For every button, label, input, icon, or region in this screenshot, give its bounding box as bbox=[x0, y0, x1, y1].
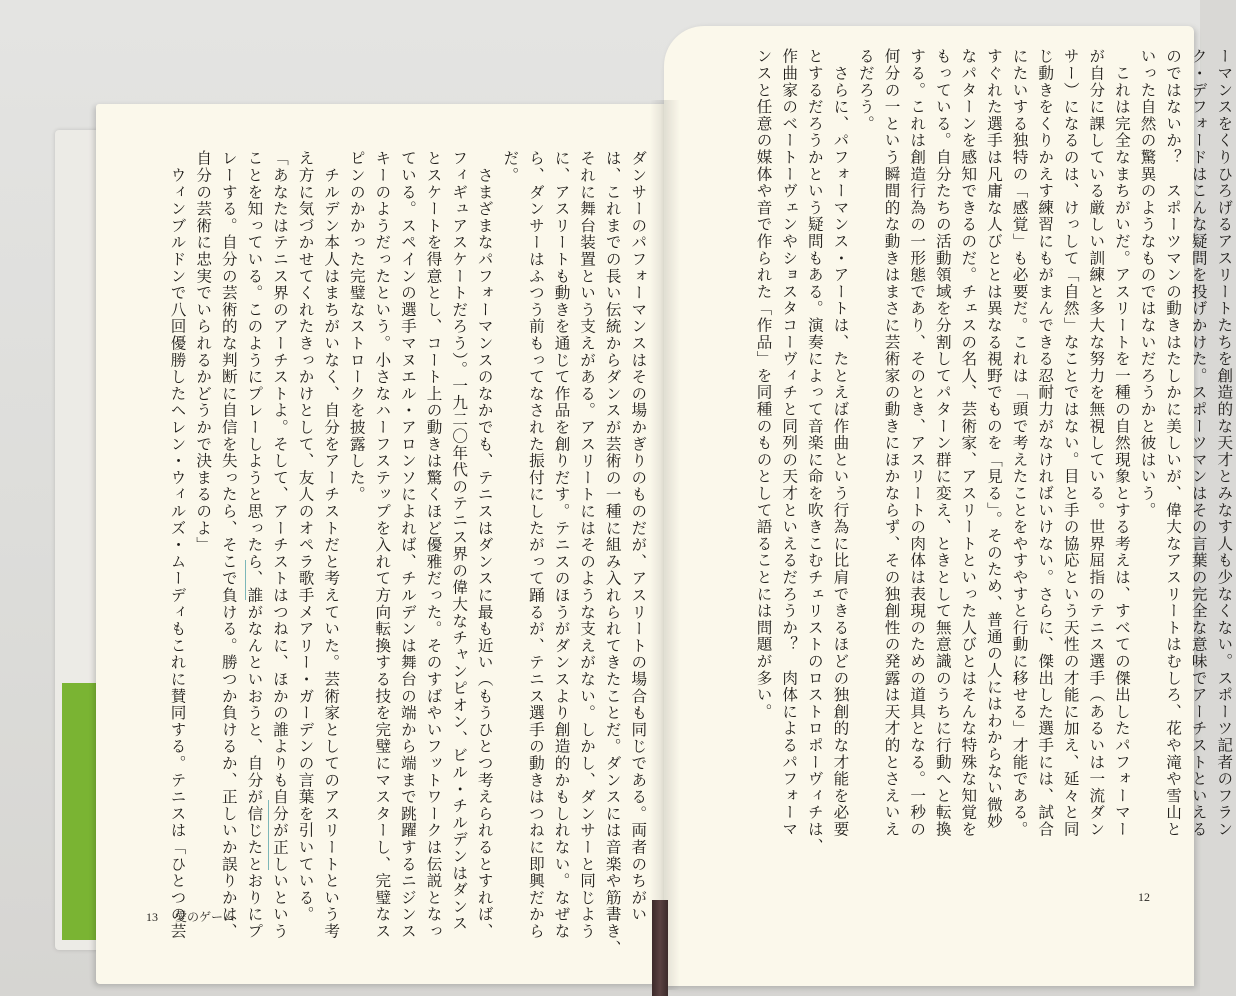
text-line: とスケートを得意とし、コート上の動きは驚くほど優雅だった。そのすばやいフットワークは伝説となっ bbox=[424, 150, 443, 940]
bookmark-ribbon bbox=[652, 900, 668, 996]
text-line: ウィンブルドンで八回優勝したヘレン・ウィルズ・ムーディもこれに賛同する。テニスは「ひとつの芸 bbox=[168, 150, 187, 940]
text-line: 自分の芸術に忠実でいられるかどうかで決まるのよ」 bbox=[194, 150, 213, 554]
text-line: これは完全なまちがいだ。アスリートを一種の自然現象とする考えは、すべての傑出したパフォーマー bbox=[1112, 48, 1131, 838]
text-line: フィギュアスケートだろう）。一九二〇年代のテニス界の偉大なチャンピオン、ビル・チルデンはダンス bbox=[450, 150, 469, 932]
text-line: サー）になるのは、けっして「自然」なことではない。目と手の協応という天性の才能に加え、延々と同 bbox=[1061, 48, 1080, 838]
text-line: いった自然の驚異のようなものではないだろうかと彼はいう。 bbox=[1138, 48, 1157, 519]
text-line: チルデン本人はまちがいなく、自分をアーチストだと考えていた。芸術家としてのアスリートという考 bbox=[322, 150, 341, 940]
right-page-body-text bbox=[750, 48, 1236, 888]
text-line: 何分の一という瞬間的な動きはまさに芸術家の動きにほかならず、その独創性の発露は天才的とさえいえ bbox=[882, 48, 901, 838]
text-line: とするだろうかという疑問もある。演奏によって音楽に命を吹きこむチェリストのロストロポーヴィチは、 bbox=[805, 48, 824, 855]
text-line: え方に気づかせてくれたきっかけとして、友人のオペラ歌手メアリー・ガーデンの言葉を引いている。 bbox=[296, 150, 315, 923]
left-page-footer bbox=[146, 908, 235, 925]
text-line: るだろう。 bbox=[856, 48, 875, 132]
text-line: は、これまでの長い伝統からダンスが芸術の一種に組み入れられてきたことだ。ダンスには音楽や筋書き、 bbox=[603, 150, 622, 957]
text-line: なパターンを感知できるのだ。チェスの名人、芸術家、アスリートといった人びとはそんな特殊な知覚を bbox=[959, 48, 978, 838]
text-line: 作曲家のベートーヴェンやショスタコーヴィチと同列の天才といえるだろうか？ 肉体によるパフォーマ bbox=[780, 48, 799, 838]
text-line: キーのようだったという。小さなハーフステップを入れて方向転換する技を完璧にマスターし、完璧なス bbox=[373, 150, 392, 940]
text-line: ピンのかかった完璧なストロークを披露した。 bbox=[347, 150, 366, 503]
text-line: それに舞台装置という支えがある。アスリートにはそのような支えがない。しかし、ダンサーと同じよう bbox=[578, 150, 597, 940]
running-head: 愛のゲーム bbox=[175, 910, 236, 924]
text-line: ク・デフォードはこんな疑問を投げかけた。スポーツマンはその言葉の完全な意味でアーチストといえる bbox=[1189, 48, 1208, 838]
text-line: ダンサーのパフォーマンスはその場かぎりのものだが、アスリートの場合も同じである。両者のちがい bbox=[629, 150, 648, 923]
text-line: レーする。自分の芸術的な判断に自信を失ったら、そこで負ける。勝つか負けるか、正しいか誤りかは、 bbox=[219, 150, 238, 940]
text-line: 「あなたはテニス界のアーチストよ。そして、アーチストはつねに、ほかの誰よりも自分が正しいという bbox=[270, 150, 289, 940]
text-line: すぐれた選手は凡庸な人びととは異なる視野でものを「見る」。そのため、普通の人にはわからない微妙 bbox=[984, 48, 1003, 830]
cover-green-band bbox=[62, 683, 98, 940]
text-line: ている。スペインの選手マヌエル・アロンソによれば、チルデンは舞台の端から端まで跳躍するニジンス bbox=[398, 150, 417, 940]
text-line: もっている。自分たちの活動領域を分割してパターン群に変え、ときとして無意識のうちに行動へと転換 bbox=[933, 48, 952, 838]
right-page-number: 12 bbox=[1138, 890, 1150, 904]
text-line: だ。 bbox=[501, 150, 520, 184]
text-line: じ動きをくりかえす練習にもがまんできる忍耐力がなければいけない。さらに、傑出した選手には、試合 bbox=[1036, 48, 1055, 838]
text-line: にたいする独特の「感覚」も必要だ。これは「頭で考えたことをやすやすと行動に移せる」才能である。 bbox=[1010, 48, 1029, 838]
text-line: さらに、パフォーマンス・アートは、たとえば作曲という行為に比肩できるほどの独創的な才能を必要 bbox=[831, 48, 850, 838]
pen-underline-mark bbox=[268, 800, 269, 870]
text-line: する。これは創造行為の一形態であり、そのとき、アスリートの肉体は表現のための道具となる。一秒の bbox=[908, 48, 927, 838]
text-line: ら、ダンサーはふつう前もってなされた振付にしたがって踊るが、テニス選手の動きはつねに即興だから bbox=[526, 150, 545, 940]
text-line: に、アスリートも動きを通じて作品を創りだす。テニスのほうがダンスより創造的かもしれない。なぜな bbox=[552, 150, 571, 940]
text-line: が自分に課している厳しい訓練と多大な努力を無視している。世界屈指のテニス選手（あるいは一流ダン bbox=[1087, 48, 1106, 838]
text-line: ンスと任意の媒体や音で作られた「作品」を同種のものとして語ることには問題が多い。 bbox=[754, 48, 773, 720]
text-line: さまざまなパフォーマンスのなかでも、テニスはダンスに最も近い（もうひとつ考えられるとすれば、 bbox=[475, 150, 494, 940]
text-line: のではないか？ スポーツマンの動きはたしかに美しいが、偉大なアスリートはむしろ、花や滝や雪山と bbox=[1164, 48, 1183, 838]
pen-underline-mark bbox=[245, 560, 246, 600]
text-line: ことを知っている。このようにプレーしようと思ったら、誰がなんといおうと、自分が信じたとおりにプ bbox=[245, 150, 264, 940]
left-page-number: 13 bbox=[146, 910, 158, 924]
text-line: ーマンスをくりひろげるアスリートたちを創造的な天才とみなす人も少なくない。スポーツ記者のフラン bbox=[1215, 48, 1234, 838]
